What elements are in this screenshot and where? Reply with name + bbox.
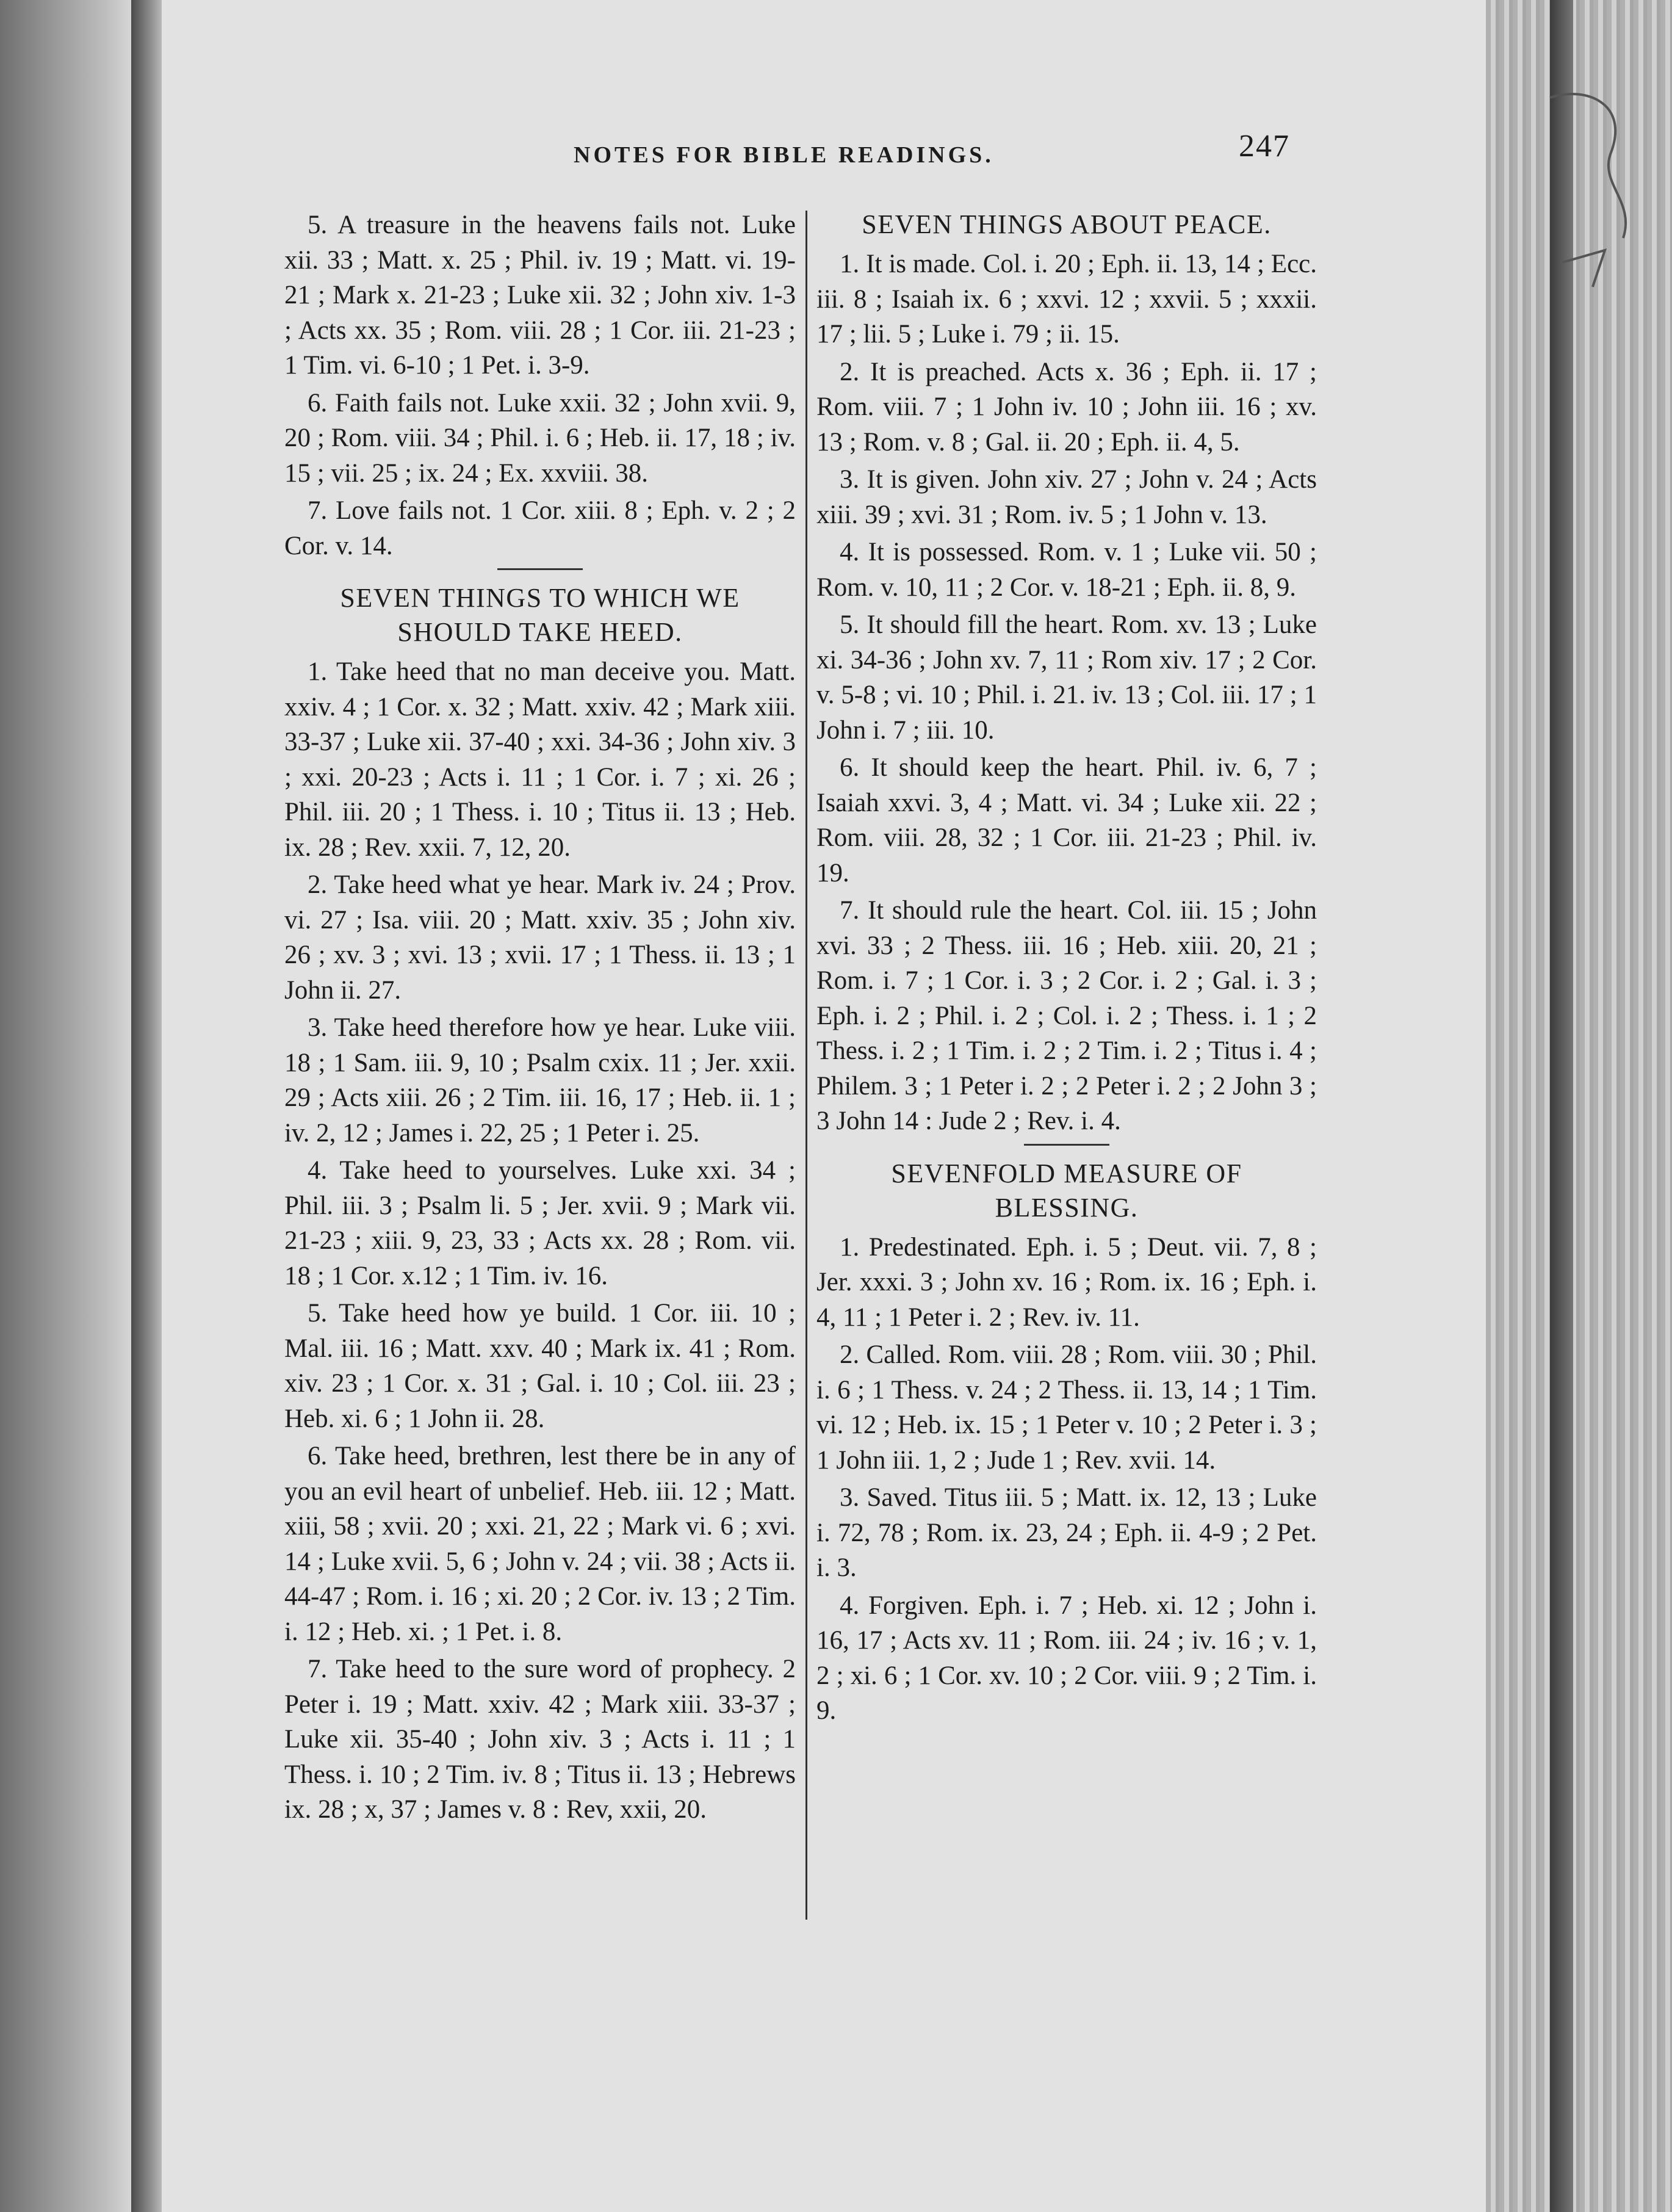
left-column [284, 208, 796, 1830]
right-column [816, 208, 1317, 1731]
peace-item-3: 3. It is given. John xiv. 27 ; John v. 24 ; Acts xiii. 39 ; xvi. 31 ; Rom. iv. 5 ; 1 John v. 13. [816, 465, 1317, 529]
faileth-item-7: 7. Love fails not. 1 Cor. xiii. 8 ; Eph. v. 2 ; 2 Cor. v. 14. [284, 496, 796, 560]
peace-item-4: 4. It is possessed. Rom. v. 1 ; Luke vii. 50 ; Rom. v. 10, 11 ; 2 Cor. v. 18-21 ; Eph. ii. 8, 9. [816, 538, 1317, 602]
heed-item-2: 2. Take heed what ye hear. Mark iv. 24 ; Prov. vi. 27 ; Isa. viii. 20 ; Matt. xxiv. 35 ; John xiv. 26 ; xv. 3 ; xvi. 13 ; xvii. 17 ; 1 Thess. ii. 13 ; 1 John ii. 27. [284, 870, 796, 1005]
heed-item-1: 1. Take heed that no man deceive you. Matt. xxiv. 4 ; 1 Cor. x. 32 ; Matt. xxiv. 42 ; Mark xiii. 33-37 ; Luke xii. 37-40 ; xxi. 34-36 ; John xiv. 3 ; xxi. 20-23 ; Acts i. 11 ; 1 Cor. i. 7 ; xi. 26 ; Phil. iii. 20 ; 1 Thess. i. 10 ; Titus ii. 13 ; Heb. ix. 28 ; Rev. xxii. 7, 12, 20. [284, 657, 796, 862]
peace-item-7: 7. It should rule the heart. Col. iii. 15 ; John xvi. 33 ; 2 Thess. iii. 16 ; Heb. xiii. 20, 21 ; Rom. i. 7 ; 1 Cor. i. 3 ; 2 Cor. i. 2 ; Gal. i. 3 ; Eph. i. 2 ; Phil. i. 2 ; Col. i. 2 ; Thess. i. 1 ; 2 Thess. i. 2 ; 1 Tim. i. 2 ; 2 Tim. i. 2 ; Titus i. 4 ; Philem. 3 ; 1 Peter i. 2 ; 2 Peter i. 2 ; 2 John 3 ; 3 John 14 : Jude 2 ; Rev. i. 4. [816, 896, 1317, 1135]
running-head: NOTES FOR BIBLE READINGS. [574, 142, 994, 168]
blessing-item-4: 4. Forgiven. Eph. i. 7 ; Heb. xi. 12 ; John i. 16, 17 ; Acts xv. 11 ; Rom. iii. 24 ; iv. 16 ; v. 1, 2 ; xi. 6 ; 1 Cor. xv. 10 ; 2 Cor. viii. 9 ; 2 Tim. i. 9. [816, 1591, 1317, 1725]
blessing-item-3: 3. Saved. Titus iii. 5 ; Matt. ix. 12, 13 ; Luke i. 72, 78 ; Rom. ix. 23, 24 ; Eph. ii. 4-9 ; 2 Pet. i. 3. [816, 1483, 1317, 1582]
blessing-heading: SEVENFOLD MEASURE OF BLESSING. [891, 1158, 1242, 1223]
page-stack-shadow [1550, 0, 1573, 2212]
faileth-item-5: 5. A treasure in the heavens fails not. Luke xii. 33 ; Matt. x. 25 ; Phil. iv. 19 ; Matt. vi. 19-21 ; Mark x. 21-23 ; Luke xii. 32 ; John xiv. 1-3 ; Acts xx. 35 ; Rom. viii. 28 ; 1 Cor. iii. 21-23 ; 1 Tim. vi. 6-10 ; 1 Pet. i. 3-9. [284, 211, 796, 380]
blessing-item-2: 2. Called. Rom. viii. 28 ; Rom. viii. 30 ; Phil. i. 6 ; 1 Thess. v. 24 ; 2 Thess. ii. 13, 14 ; 1 Tim. vi. 12 ; Heb. ix. 15 ; 1 Peter v. 10 ; 2 Peter i. 3 ; 1 John iii. 1, 2 ; Jude 1 ; Rev. xvii. 14. [816, 1340, 1317, 1475]
page-number: 247 [1239, 129, 1290, 164]
section-rule [1024, 1144, 1109, 1146]
section-rule [497, 568, 583, 570]
peace-item-2: 2. It is preached. Acts x. 36 ; Eph. ii. 17 ; Rom. viii. 7 ; 1 John iv. 10 ; John iii. 16 ; xv. 13 ; Rom. v. 8 ; Gal. ii. 20 ; Eph. ii. 4, 5. [816, 357, 1317, 457]
peace-item-6: 6. It should keep the heart. Phil. iv. 6, 7 ; Isaiah xxvi. 3, 4 ; Matt. vi. 34 ; Luke xii. 22 ; Rom. viii. 28, 32 ; 1 Cor. iii. 21-23 ; Phil. iv. 19. [816, 753, 1317, 887]
page-stack-edge [1486, 0, 1672, 2212]
faileth-item-6: 6. Faith fails not. Luke xxii. 32 ; John xvii. 9, 20 ; Rom. viii. 34 ; Phil. i. 6 ; Heb. ii. 17, 18 ; iv. 15 ; vii. 25 ; ix. 24 ; Ex. xxviii. 38. [284, 388, 796, 488]
peace-heading: SEVEN THINGS ABOUT PEACE. [862, 209, 1272, 239]
heed-item-3: 3. Take heed therefore how ye hear. Luke viii. 18 ; 1 Sam. iii. 9, 10 ; Psalm cxix. 11 ; Jer. xxii. 29 ; Acts xiii. 26 ; 2 Tim. iii. 16, 17 ; Heb. ii. 1 ; iv. 2, 12 ; James i. 22, 25 ; 1 Peter i. 25. [284, 1013, 796, 1148]
heed-item-5: 5. Take heed how ye build. 1 Cor. iii. 10 ; Mal. iii. 16 ; Matt. xxv. 40 ; Mark ix. 41 ; Rom. xiv. 23 ; 1 Cor. x. 31 ; Gal. i. 10 ; Col. iii. 23 ; Heb. xi. 6 ; 1 John ii. 28. [284, 1299, 796, 1433]
peace-item-5: 5. It should fill the heart. Rom. xv. 13 ; Luke xi. 34-36 ; John xv. 7, 11 ; Rom xiv. 17 ; 2 Cor. v. 5-8 ; vi. 10 ; Phil. i. 21. iv. 13 ; Col. iii. 17 ; 1 John i. 7 ; iii. 10. [816, 610, 1317, 745]
peace-item-1: 1. It is made. Col. i. 20 ; Eph. ii. 13, 14 ; Ecc. iii. 8 ; Isaiah ix. 6 ; xxvi. 12 ; xxvii. 5 ; xxxii. 17 ; lii. 5 ; Luke i. 79 ; ii. 15. [816, 250, 1317, 349]
column-divider [805, 211, 807, 1920]
pencil-marks [1538, 79, 1660, 299]
heed-item-4: 4. Take heed to yourselves. Luke xxi. 34 ; Phil. iii. 3 ; Psalm li. 5 ; Jer. xvii. 9 ; Mark vii. 21-23 ; xiii. 9, 23, 33 ; Acts xx. 28 ; Rom. vii. 18 ; 1 Cor. x.12 ; 1 Tim. iv. 16. [284, 1156, 796, 1290]
facing-page-edge [0, 0, 131, 2212]
heed-item-7: 7. Take heed to the sure word of prophecy. 2 Peter i. 19 ; Matt. xxiv. 42 ; Mark xiii. 33-37 ; Luke xii. 35-40 ; John xiv. 3 ; Acts i. 11 ; 1 Thess. i. 10 ; 2 Tim. iv. 8 ; Titus ii. 13 ; Hebrews ix. 28 ; x, 37 ; James v. 8 : Rev, xxii, 20. [284, 1655, 796, 1824]
heed-item-6: 6. Take heed, brethren, lest there be in any of you an evil heart of unbelief. Heb. iii. 12 ; Matt. xiii, 58 ; xvii. 20 ; xxi. 21, 22 ; Mark vi. 6 ; xvi. 14 ; Luke xvii. 5, 6 ; John v. 24 ; vii. 38 ; Acts ii. 44-47 ; Rom. i. 16 ; xi. 20 ; 2 Cor. iv. 13 ; 2 Tim. i. 12 ; Heb. xi. ; 1 Pet. i. 8. [284, 1442, 796, 1646]
blessing-item-1: 1. Predestinated. Eph. i. 5 ; Deut. vii. 7, 8 ; Jer. xxxi. 3 ; John xv. 16 ; Rom. ix. 16 ; Eph. i. 4, 11 ; 1 Peter i. 2 ; Rev. iv. 11. [816, 1232, 1317, 1332]
heed-heading: SEVEN THINGS TO WHICH WE SHOULD TAKE HEED. [340, 583, 740, 647]
book-gutter [131, 0, 162, 2212]
